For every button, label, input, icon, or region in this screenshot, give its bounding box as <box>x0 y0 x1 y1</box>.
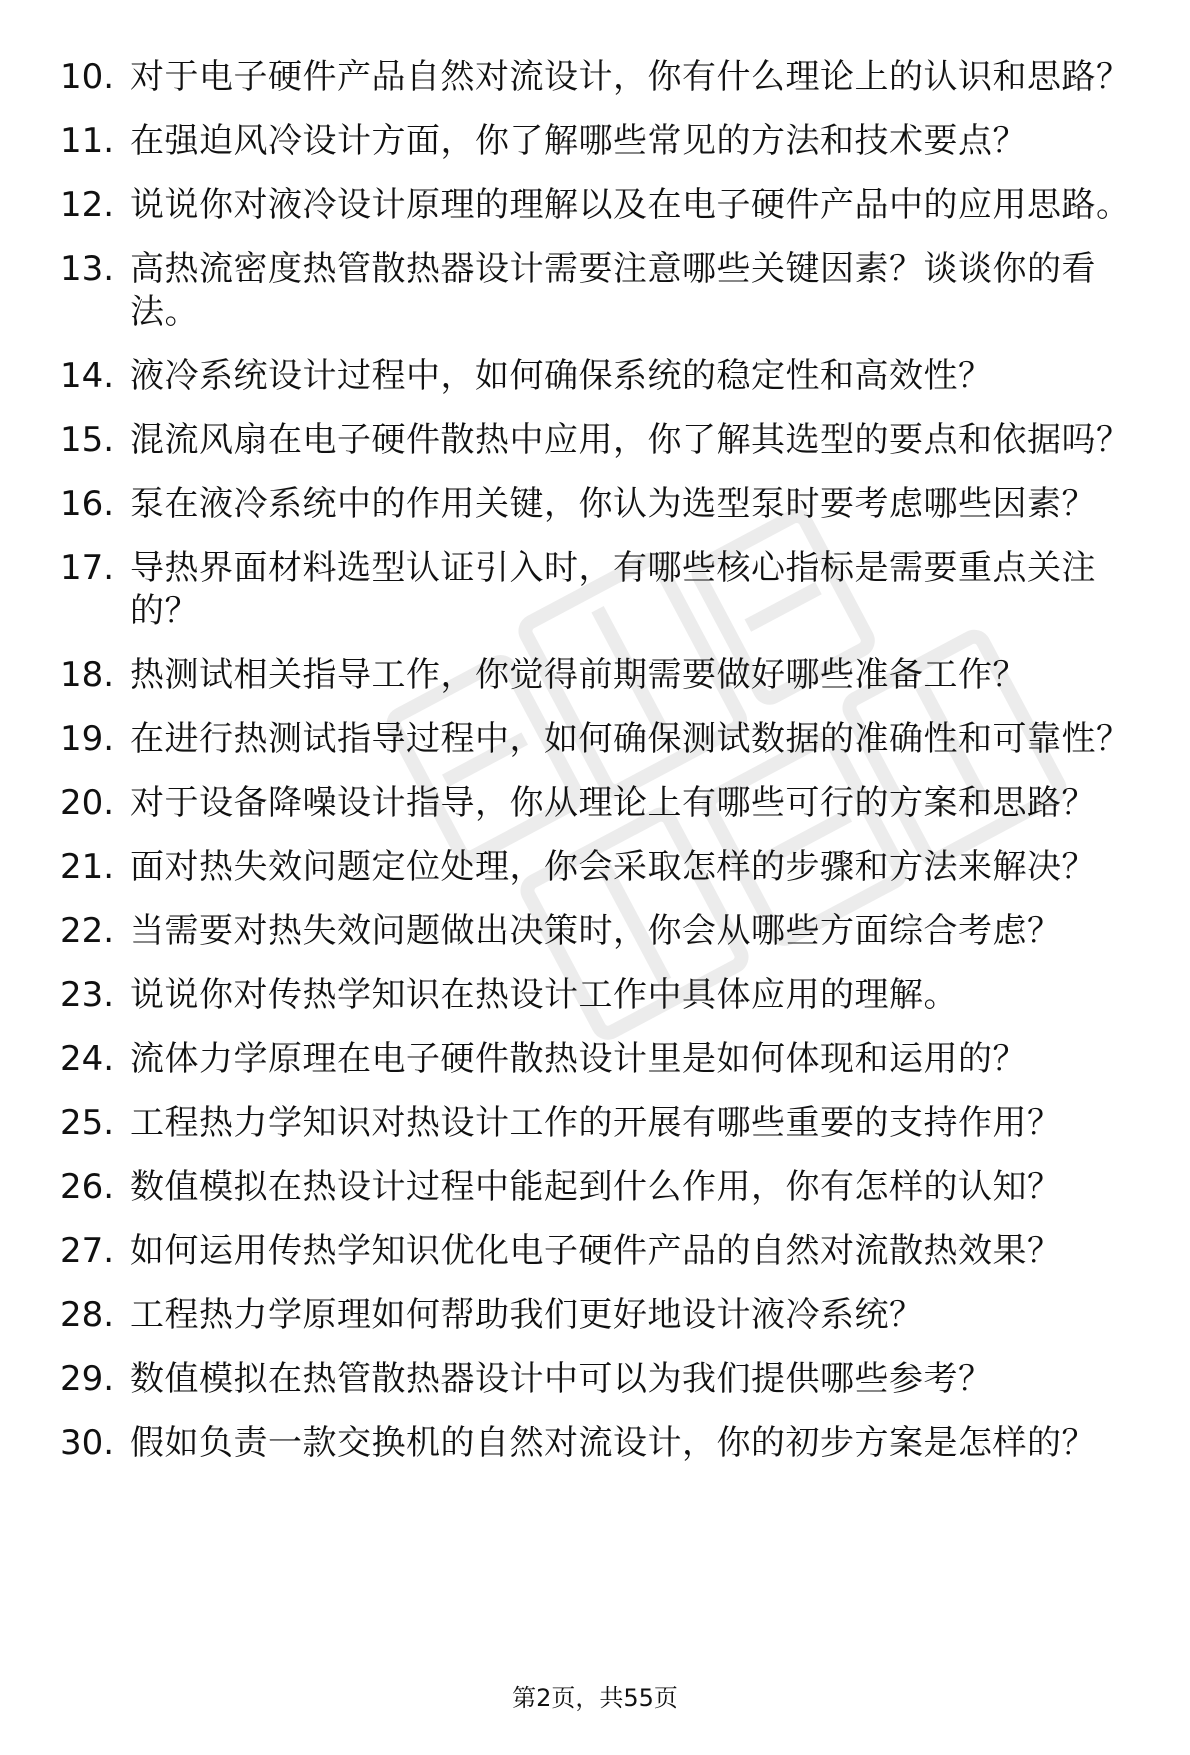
question-number: 30. <box>60 1423 115 1463</box>
list-item <box>60 910 1150 953</box>
list-item <box>60 419 1150 462</box>
question-text: 液冷系统设计过程中，如何确保系统的稳定性和高效性？ <box>130 356 993 396</box>
question-number: 23. <box>60 975 115 1015</box>
list-item <box>60 846 1150 889</box>
list-item <box>60 547 1150 633</box>
question-number: 22. <box>60 911 115 951</box>
list-item <box>60 1422 1150 1465</box>
question-text: 混流风扇在电子硬件散热中应用，你了解其选型的要点和依据吗？ <box>130 420 1131 460</box>
question-number: 19. <box>60 719 115 759</box>
question-number: 28. <box>60 1295 115 1335</box>
page-number-footer: 第2页，共55页 <box>512 1684 678 1712</box>
list-item <box>60 120 1150 163</box>
list-item <box>60 355 1150 398</box>
question-text: 泵在液冷系统中的作用关键，你认为选型泵时要考虑哪些因素？ <box>130 484 1096 524</box>
question-text: 在进行热测试指导过程中，如何确保测试数据的准确性和可靠性？ <box>130 719 1131 759</box>
question-number: 24. <box>60 1039 115 1079</box>
list-item <box>60 1358 1150 1401</box>
question-number: 15. <box>60 420 115 460</box>
question-list <box>60 56 1150 1486</box>
question-text: 流体力学原理在电子硬件散热设计里是如何体现和运用的？ <box>130 1039 1027 1079</box>
question-text: 数值模拟在热管散热器设计中可以为我们提供哪些参考？ <box>130 1359 993 1399</box>
list-item <box>60 483 1150 526</box>
question-text: 说说你对传热学知识在热设计工作中具体应用的理解。 <box>130 975 958 1015</box>
list-item <box>60 1102 1150 1145</box>
question-number: 29. <box>60 1359 115 1399</box>
list-item <box>60 1166 1150 1209</box>
list-item <box>60 654 1150 697</box>
question-number: 25. <box>60 1103 115 1143</box>
question-text: 当需要对热失效问题做出决策时，你会从哪些方面综合考虑？ <box>130 911 1062 951</box>
question-text: 对于设备降噪设计指导，你从理论上有哪些可行的方案和思路？ <box>130 783 1096 823</box>
question-text: 数值模拟在热设计过程中能起到什么作用，你有怎样的认知？ <box>130 1167 1062 1207</box>
list-item <box>60 718 1150 761</box>
question-number: 12. <box>60 185 115 225</box>
question-text: 热测试相关指导工作，你觉得前期需要做好哪些准备工作？ <box>130 655 1027 695</box>
question-number: 13. <box>60 249 115 289</box>
question-number: 20. <box>60 783 115 823</box>
list-item <box>60 184 1150 227</box>
list-item <box>60 1230 1150 1273</box>
question-text: 高热流密度热管散热器设计需要注意哪些关键因素？谈谈你的看法。 <box>130 249 1096 332</box>
question-text: 工程热力学知识对热设计工作的开展有哪些重要的支持作用？ <box>130 1103 1062 1143</box>
question-number: 26. <box>60 1167 115 1207</box>
question-number: 18. <box>60 655 115 695</box>
list-item <box>60 782 1150 825</box>
question-number: 21. <box>60 847 115 887</box>
question-number: 14. <box>60 356 115 396</box>
question-number: 27. <box>60 1231 115 1271</box>
question-text: 导热界面材料选型认证引入时，有哪些核心指标是需要重点关注的？ <box>130 548 1096 631</box>
list-item <box>60 974 1150 1017</box>
question-number: 16. <box>60 484 115 524</box>
list-item <box>60 56 1150 99</box>
question-number: 17. <box>60 548 115 588</box>
question-text: 在强迫风冷设计方面，你了解哪些常见的方法和技术要点？ <box>130 121 1027 161</box>
question-text: 对于电子硬件产品自然对流设计，你有什么理论上的认识和思路？ <box>130 57 1131 97</box>
list-item <box>60 1294 1150 1337</box>
question-text: 说说你对液冷设计原理的理解以及在电子硬件产品中的应用思路。 <box>130 185 1131 225</box>
question-text: 假如负责一款交换机的自然对流设计，你的初步方案是怎样的？ <box>130 1423 1096 1463</box>
question-text: 面对热失效问题定位处理，你会采取怎样的步骤和方法来解决？ <box>130 847 1096 887</box>
question-text: 如何运用传热学知识优化电子硬件产品的自然对流散热效果？ <box>130 1231 1062 1271</box>
question-number: 10. <box>60 57 115 97</box>
question-text: 工程热力学原理如何帮助我们更好地设计液冷系统？ <box>130 1295 924 1335</box>
list-item <box>60 1038 1150 1081</box>
list-item <box>60 248 1150 334</box>
question-number: 11. <box>60 121 115 161</box>
